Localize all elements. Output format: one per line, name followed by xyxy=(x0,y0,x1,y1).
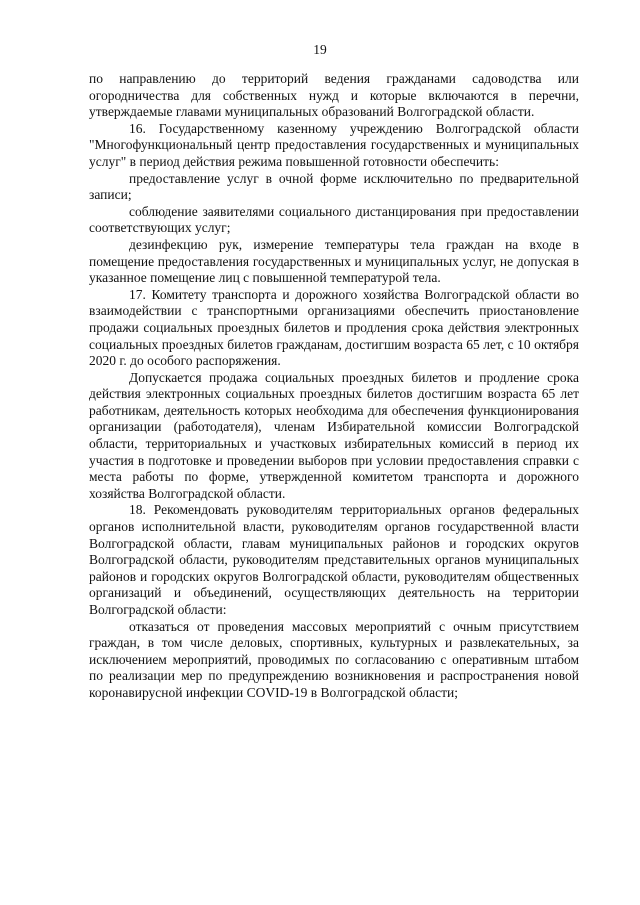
paragraph-item-17-exceptions: Допускается продажа социальных проездных билетов и продление срока действия электронных социальных проездных билетов достигшим возраста 65 лет работникам, деятельность которых необходима для обеспечения функционирования организации (работодателя), членам Избирательной комиссии Волгоградской области, территориальных и участковых избирательных комиссий в период их участия в подготовке и проведении выборов при условии предоставления справки с места работы по форме, утвержденной комитетом транспорта и дорожного хозяйства Волгоградской области. xyxy=(89,369,579,501)
page-number: 19 xyxy=(313,42,327,57)
document-body xyxy=(89,71,579,702)
paragraph-item-17: 17. Комитету транспорта и дорожного хозяйства Волгоградской области во взаимодействии с транспортными организациями обеспечить приостановление продажи социальных проездных билетов и продления срока действия электронных социальных проездных билетов гражданам, достигшим возраста 65 лет, с 10 октября 2020 г. до особого распоряжения. xyxy=(89,286,579,369)
paragraph-item-16-appointments: предоставление услуг в очной форме исключительно по предварительной записи; xyxy=(89,170,579,203)
paragraph-item-18: 18. Рекомендовать руководителям территориальных органов федеральных органов исполнительной власти, руководителям органов государственной власти Волгоградской области, главам муниципальных районов и городских округов Волгоградской области, руководителям представительных органов муниципальных районов и городских округов Волгоградской области, руководителям общественных организаций и объединений, осуществляющих деятельность на территории Волгоградской области: xyxy=(89,502,579,617)
paragraph-item-16-disinfection: дезинфекцию рук, измерение температуры тела граждан на входе в помещение предоставления государственных и муниципальных услуг, не допуская в указанное помещение лиц с повышенной температурой тела. xyxy=(89,236,579,286)
paragraph-item-16-distancing: соблюдение заявителями социального дистанцирования при предоставлении соответствующих услуг; xyxy=(89,203,579,236)
paragraph-item-18-mass-events: отказаться от проведения массовых мероприятий с очным присутствием граждан, в том числе деловых, спортивных, культурных и развлекательных, за исключением мероприятий, проводимых по согласованию с оперативным штабом по реализации мер по предупреждению возникновения и распространения новой коронавирусной инфекции COVID-19 в Волгоградской области; xyxy=(89,618,579,700)
paragraph-item-16: 16. Государственному казенному учреждению Волгоградской области "Многофункциональный центр предоставления государственных и муниципальных услуг" в период действия режима повышенной готовности обеспечить: xyxy=(89,120,579,169)
paragraph-continuation: по направлению до территорий ведения гражданами садоводства или огородничества для собственных нужд и которые включаются в перечни, утверждаемые главами муниципальных образований Волгоградской области. xyxy=(89,71,579,120)
